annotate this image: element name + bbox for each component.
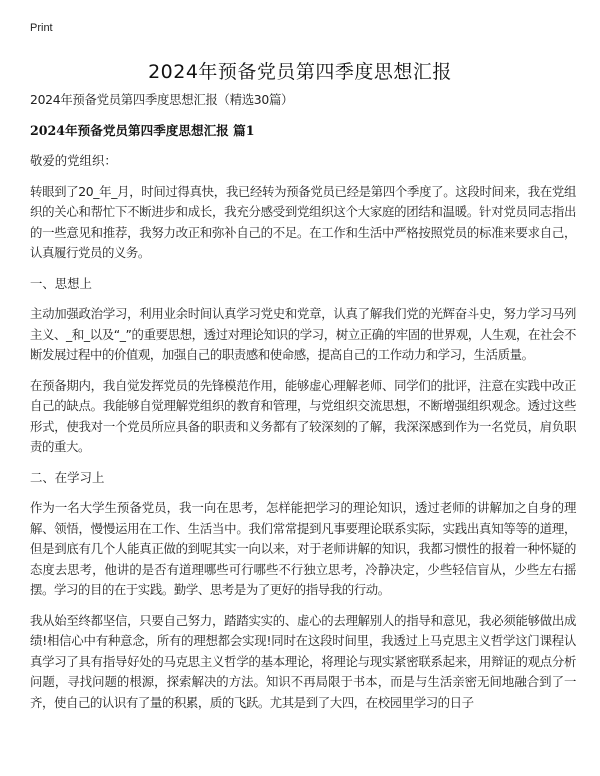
- section-heading-thought: 一、思想上: [30, 275, 92, 291]
- paragraph-study-2: 我从始至终都坚信，只要自己努力，踏踏实实的、虚心的去理解别人的指导和意见，我必须能够做出成绩!相信心中有种意念，所有的理想都会实现!同时在这段时间里，我透过上马克思主义哲学这门课程认真学习了具有指导好处的马克思主义哲学的基本理论，将理论与现实紧密联系起来，用辩证的观点分析问题，寻找问题的根源，探索解决的方法。知识不再局限于书本，而是与生活亲密无间地融合到了一齐，使自己的认识有了量的积累，质的飞跃。尤其是到了大四，在校园里学习的日子: [30, 612, 576, 710]
- page-title: 2024年预备党员第四季度思想汇报: [148, 61, 452, 83]
- paragraph-study-1: 作为一名大学生预备党员，我一向在思考，怎样能把学习的理论知识，透过老师的讲解加之自身的理解、领悟，慢慢运用在工作、生活当中。我们常常提到凡事要理论联系实际，实践出真知等等的道理，但是到底有几个人能真正做的到呢其实一向以来，对于老师讲解的知识，我都习惯性的报着一种怀疑的态度去思考，他讲的是否有道理哪些可行哪些不行独立思考，冷静决定，少些轻信盲从，少些左右摇摆。学习的目的在于实践。勤学、思考是为了更好的指导我的行动。: [30, 500, 576, 597]
- paragraph-thought-2: 在预备期内，我自觉发挥党员的先锋模范作用，能够虚心理解老师、同学们的批评，注意在实践中改正自己的缺点。我能够自觉理解党组织的教育和管理，与党组织交流思想，不断增强组织观念。透过这些形式，使我对一个党员所应具备的职责和义务都有了较深刻的了解，我深深感到作为一名党员，肩负职责的重大。: [30, 377, 576, 454]
- salutation: 敬爱的党组织：: [30, 153, 117, 168]
- article-heading: 2024年预备党员第四季度思想汇报 篇1: [30, 122, 255, 138]
- document-subtitle: 2024年预备党员第四季度思想汇报（精选30篇）: [30, 92, 294, 107]
- document-body: [30, 90, 576, 723]
- section-heading-study: 二、在学习上: [30, 469, 105, 485]
- paragraph-intro: 转眼到了20_年_月，时间过得真快，我已经转为预备党员已经是第四个季度了。这段时间来，我在党组织的关心和帮忙下不断进步和成长，我充分感受到党组织这个大家庭的团结和温暖。针对党员同志指出的一些意见和推荐，我努力改正和弥补自己的不足。在工作和生活中严格按照党员的标准来要求自己，认真履行党员的义务。: [30, 183, 576, 260]
- paragraph-thought-1: 主动加强政治学习，利用业余时间认真学习党史和党章，认真了解我们党的光辉奋斗史，努力学习马列主义、_和_以及“_”的重要思想，透过对理论知识的学习，树立正确的牢固的世界观，人生观，在社会不断发展过程中的价值观，加强自己的职责感和使命感，提高自己的工作动力和学习，生活质量。: [30, 306, 576, 362]
- print-link[interactable]: Print: [30, 22, 53, 34]
